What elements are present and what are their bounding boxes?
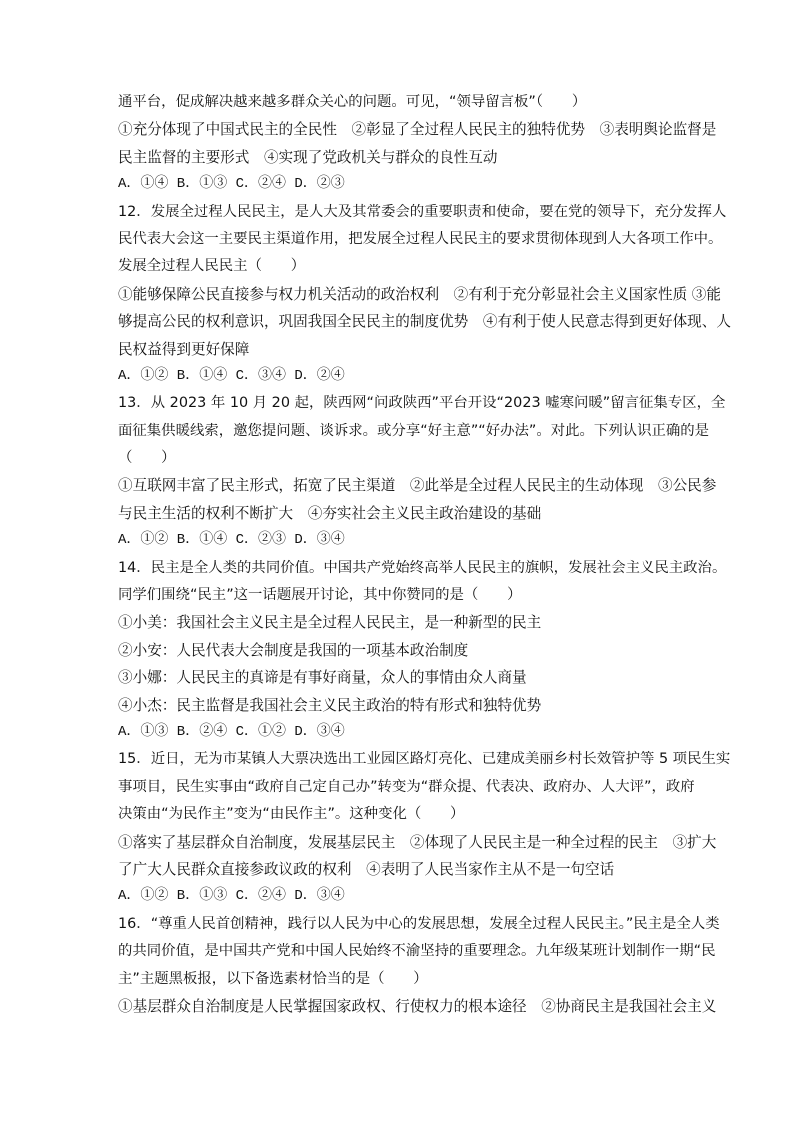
option-line: 了广大人民群众直接参政议政的权利 ④表明了人民当家作主从不是一句空话 xyxy=(118,860,615,878)
option-line: 与民主生活的权利不断扩大 ④夯实社会主义民主政治建设的基础 xyxy=(118,504,542,522)
question-stem-line: 13．从 2023 年 10 月 20 起，陕西网“问政陕西”平台开设“2023 嘘寒问暖”留言征集专区，全 xyxy=(118,395,726,412)
question-stem-line: 14．民主是全人类的共同价值。中国共产党始终高举人民民主的旗帜，发展社会主义民主政治。 xyxy=(118,559,727,576)
option-line: ①小美：我国社会主义民主是全过程人民民主，是一种新型的民主 xyxy=(118,614,542,632)
question-stem-line: 发展全过程人民民主（ ） xyxy=(118,258,306,275)
option-line: ①互联网丰富了民主形式，拓宽了民主渠道 ②此举是全过程人民民主的生动体现 ③公民参 xyxy=(118,477,717,495)
option-line: ②小安：人民代表大会制度是我国的一项基本政治制度 xyxy=(118,641,469,659)
question-stem-line: 16．“尊重人民首创精神，践行以人民为中心的发展思想，发展全过程人民民主。”民主是全人类 xyxy=(118,915,720,932)
option-line: 民权益得到更好保障 xyxy=(118,340,250,358)
answer-choices: A．①③ B．②④ C．①② D．③④ xyxy=(118,723,345,740)
question-stem-line: 面征集供暖线索，邀您提问题、谈诉求。或分享“好主意”“好办法”。对此。下列认识正确的是 xyxy=(118,422,710,439)
question-stem-line: （ ） xyxy=(118,450,176,467)
question-14 xyxy=(118,555,727,747)
option-line: ①能够保障公民直接参与权力机关活动的政治权利 ②有利于充分彰显社会主义国家性质 ③能 xyxy=(118,285,721,303)
answer-choices: A．①② B．①④ C．③④ D．②④ xyxy=(118,367,345,384)
answer-choices: A．①④ B．①③ C．②④ D．②③ xyxy=(118,176,345,193)
option-line: ①落实了基层群众自治制度，发展基层民主 ②体现了人民民主是一种全过程的民主 ③扩大 xyxy=(118,833,717,851)
option-line: 民主监督的主要形式 ④实现了党政机关与群众的良性互动 xyxy=(118,148,498,166)
option-line: ①充分体现了中国式民主的全民性 ②彰显了全过程人民民主的独特优势 ③表明舆论监督是 xyxy=(118,121,717,139)
option-line: 够提高公民的权利意识，巩固我国全民民主的制度优势 ④有利于使人民意志得到更好体现、人 xyxy=(118,313,731,331)
question-stem-line: 民代表大会这一主要民主渠道作用，把发展全过程人民民主的要求贯彻体现到人大各项工作中。 xyxy=(118,230,723,247)
question-stem-line: 的共同价值，是中国共产党和中国人民始终不渝坚持的重要理念。九年级某班计划制作一期“民 xyxy=(118,943,716,960)
question-stem-line: 15．近日，无为市某镇人大票决选出工业园区路灯亮化、已建成美丽乡村长效管护等 5 项民生实 xyxy=(118,751,731,768)
option-line: ①基层群众自治制度是人民掌握国家政权、行使权力的根本途径 ②协商民主是我国社会主义 xyxy=(118,997,717,1015)
answer-choices: A．①② B．①③ C．②④ D．③④ xyxy=(118,888,345,905)
option-line: ③小娜：人民民主的真谛是有事好商量，众人的事情由众人商量 xyxy=(118,669,527,687)
option-line: ④小杰：民主监督是我国社会主义民主政治的特有形式和独特优势 xyxy=(118,696,542,714)
question-12 xyxy=(118,199,731,391)
question-16 xyxy=(118,911,720,1021)
question-stem-line: 决策由“为民作主”变为“由民作主”。这种变化（ ） xyxy=(118,806,465,823)
answer-choices: A．①② B．①④ C．②③ D．③④ xyxy=(118,532,345,549)
question-11-tail xyxy=(118,89,717,199)
question-stem-line: 12．发展全过程人民民主，是人大及其常委会的重要职责和使命，要在党的领导下，充分发挥人 xyxy=(118,203,727,220)
question-stem-line: 事项目，民生实事由“政府自己定自己办”转变为“群众提、代表决、政府办、人大评”，政府 xyxy=(118,778,695,795)
exam-page xyxy=(118,89,731,1020)
question-15 xyxy=(118,746,731,910)
question-stem-line: 同学们围绕“民主”这一话题展开讨论，其中你赞同的是（ ） xyxy=(118,587,522,604)
question-stem-line: 通平台，促成解决越来越多群众关心的问题。可见，“领导留言板”（ ） xyxy=(118,94,587,110)
question-13 xyxy=(118,390,726,554)
question-stem-line: 主”主题黑板报，以下备选素材恰当的是（ ） xyxy=(118,970,428,987)
